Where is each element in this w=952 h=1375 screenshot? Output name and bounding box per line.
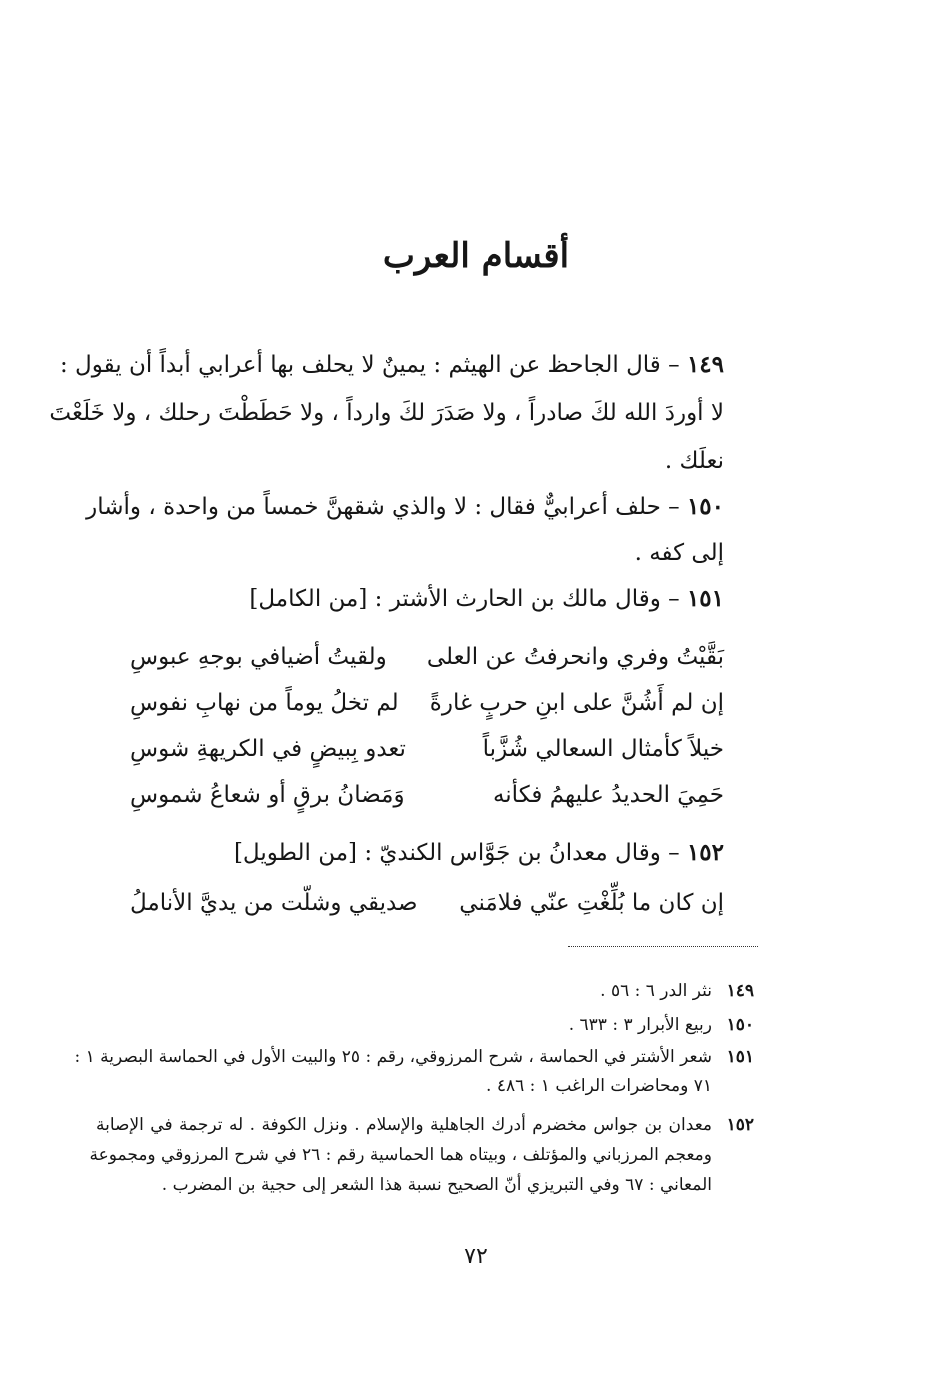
page-number: ٧٢ — [464, 1244, 488, 1269]
verse-first-hemistich: خيلاً كأمثال السعالي شُزَّباً — [482, 736, 724, 762]
entry-number: ١٥٠ — [686, 493, 724, 520]
footnote-text: شعر الأشتر في الحماسة ، شرح المرزوقي، رقم : ٢٥ والبيت الأول في الحماسة البصرية ١ : — [74, 1047, 712, 1067]
footnote-text: ٧١ ومحاضرات الراغب ١ : ٤٨٦ . — [486, 1076, 712, 1096]
entry-number: ١٥٢ — [686, 839, 724, 866]
footnote-text: نثر الدر ٦ : ٥٦ . — [600, 981, 712, 1001]
entry-number: ١٥١ — [686, 585, 724, 612]
entry-150-line-2: إلى كفه . — [634, 540, 724, 566]
verse-second-hemistich: تعدو بِبيضٍ في الكريهةِ شوسِ — [130, 736, 406, 762]
footnote-text: ومعجم المرزباني والمؤتلف ، وبيتاه هما الحماسية رقم : ٢٦ في شرح المرزوقي ومجموعة — [89, 1145, 712, 1165]
entry-152-intro — [98, 838, 724, 868]
verse-first-hemistich: بَقَّيْتُ وفري وانحرفتُ عن العلى — [426, 644, 724, 670]
entry-text: – وقال معدانُ بن جَوَّاس الكنديّ : [من الطويل] — [233, 840, 680, 866]
entry-text: – قال الجاحظ عن الهيثم : يمينٌ لا يحلف بها أعرابي أبداً أن يقول : — [59, 352, 680, 378]
verse-second-hemistich: وَمَضانُ برقٍ أو شعاعُ شموسِ — [130, 782, 405, 808]
verse-line — [130, 734, 724, 764]
entry-149-line-1 — [59, 350, 724, 380]
verse-first-hemistich: إن كان ما بُلِّغْتِ عنّي فلامَني — [459, 890, 724, 916]
verse-second-hemistich: صديقي وشلّت من يديَّ الأناملُ — [130, 890, 418, 916]
chapter-heading: أقسام العرب — [382, 236, 570, 276]
footnote-number: ١٥٢ — [726, 1115, 754, 1135]
entry-149-line-2: لا أوردَ الله لكَ صادراً ، ولا صَدَرَ لكَ وارداً ، ولا حَطَطْتَ رحلك ، ولا خَلَعْتَ — [49, 400, 724, 426]
entry-149-line-3: نعلَك . — [664, 448, 724, 474]
verse-line — [130, 888, 724, 918]
entry-number: ١٤٩ — [686, 351, 724, 378]
footnote-number: ١٥١ — [726, 1047, 754, 1067]
entry-text: – وقال مالك بن الحارث الأشتر : [من الكامل] — [249, 586, 680, 612]
footnote-number: ١٥٠ — [726, 1015, 754, 1035]
verse-line — [130, 780, 724, 810]
verse-first-hemistich: حَمِيَ الحديدُ عليهمُ فكأنه — [492, 782, 724, 808]
verse-line — [130, 688, 724, 718]
entry-text: – حلف أعرابيٌّ فقال : لا والذي شقهنَّ خمساً من واحدة ، وأشار — [86, 494, 680, 520]
verse-first-hemistich: إن لم أَشُنَّ على ابنِ حربٍ غارةً — [429, 690, 724, 716]
entry-150-line-1 — [86, 492, 724, 522]
footnote-separator — [568, 946, 758, 947]
verse-second-hemistich: ولقيتُ أضيافي بوجهِ عبوسِ — [130, 644, 387, 670]
footnote-text: معدان بن جواس مخضرم أدرك الجاهلية والإسلام . ونزل الكوفة . له ترجمة في الإصابة — [96, 1115, 712, 1135]
verse-second-hemistich: لم تخلُ يوماً من نهابِ نفوسِ — [130, 690, 399, 716]
footnote-text: المعاني : ٦٧ وفي التبريزي أنّ الصحيح نسبة هذا الشعر إلى حجية بن المضرب . — [161, 1175, 712, 1195]
entry-151-intro — [98, 584, 724, 614]
verse-line — [130, 642, 724, 672]
footnote-number: ١٤٩ — [726, 981, 754, 1001]
footnote-text: ربيع الأبرار ٣ : ٦٣٣ . — [568, 1015, 712, 1035]
